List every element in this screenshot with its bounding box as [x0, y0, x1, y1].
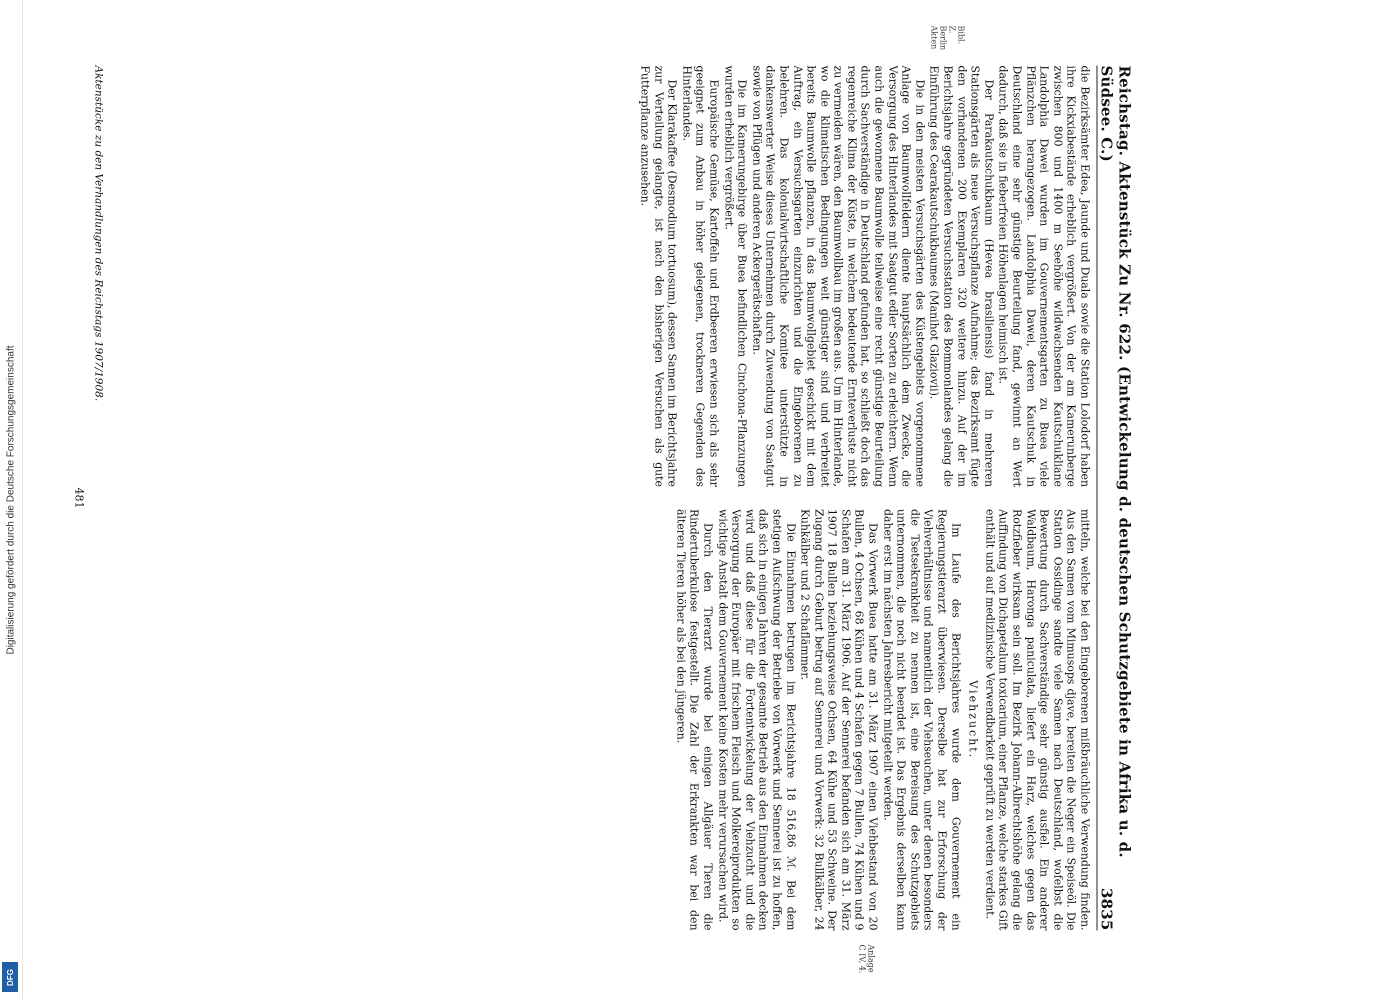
- paragraph: Die Einnahmen betrugen im Berichtsjahre 18 516,86 ℳ. Bei dem stetigen Aufschwung der Betriebe von Vorwerk und Sennerei ist zu hoffen, daß sich in einigen Jahren der gesamte Betrieb aus den Einnahmen decken wird und daß diese für die Fortentwickelung der Viehzucht und die Versorgung der Europäer mit frischem Fleisch und Molkereiprodukten so wichtige Anstalt dem Gouvernement keine Kosten mehr verursachen wird.: [715, 508, 797, 930]
- footer-source: Aktenstücke zu den Verhandlungen des Reichstags 1907/1908.: [92, 65, 104, 401]
- paragraph: die Bezirksämter Edea, Jaunde und Duala sowie die Station Lolodorf haben ihre Kickxiabestände erheblich vergrößert. Von der am Kamerunberge zwischen 800 und 1400 m Seehöhe wildwachsenden Kautschukliane Landolphia Dawei wurden im Gouvernementsgarten zu Buea viele Pflänzchen herangezogen. Landolphia Dawei, deren Kautschuk in Deutschland eine sehr günstige Beurteilung fand, gewinnt an Wert dadurch, daß sie in fieberfreien Höhenlagen heimisch ist.: [996, 65, 1091, 487]
- paragraph: Der Klarakaffee (Desmodium tortuosum), dessen Samen im Berichtsjahre zur Verteilung gelangte, ist nach den bisherigen Versuchen als gute Futterpflanze anzusehen.: [638, 65, 679, 487]
- dfg-logo-text: DFG: [5, 968, 15, 986]
- header-page-ref: 3835: [1097, 887, 1115, 930]
- header-title: Reichstag. Aktenstück Zu Nr. 622. (Entwickelung d. deutschen Schutzgebiete in Afrika u. d. Südsee. C.): [1097, 65, 1133, 858]
- paragraph: Die im Kamerungebirge über Buea befindlichen Cinchona-Pflanzungen wurden erheblich vergrößert.: [721, 65, 749, 487]
- margin-note: Anlage C IV, 4.: [857, 944, 875, 973]
- paragraph: Die in den meisten Versuchsgärten des Küstengebiets vorgenommene Anlage von Baumwollfeldern diente hauptsächlich dem Zwecke, die Versorgung des Hinterlandes mit Saatgut edler Sorten zu erleichtern. Wenn auch die gewonnene Baumwolle teilweise eine recht günstige Beurteilung durch Sachverständige in Deutschland gefunden hat, so schließt doch das regenreiche Klima der Küste, in welchem bedeutende Ernteverluste nicht zu vermeiden wären, den Baumwollbau im großen aus. Um im Hinterlande, wo die klimatischen Bedingungen weit günstiger sind und verbreitet bereits Baumwolle pflanzen, in das Baumwollgebiet geschickt mit dem Auftrag, ein Versuchsgarten einzurichten und die Eingeborenen zu belehren. Das kolonialwirtschaftliche Komitee unterstützte in dankenswerter Weise dieses Unternehmen durch Zuwendung von Saatgut sowie von Pflügen und anderen Ackergerätschaften.: [749, 65, 926, 487]
- paragraph: Durch den Tierarzt wurde bei einigen Allgäuer Tieren die Rindertuberkulose festgestellt. Die Zahl der Erkrankten war bei den älteren Tieren höher als bei den jüngeren.: [673, 508, 714, 930]
- scanned-page-area: [70, 25, 1133, 973]
- dfg-logo-icon[interactable]: [2, 962, 18, 992]
- paragraph: Das Vorwerk Buea hatte am 31. März 1907 einen Viehbestand von 20 Bullen, 4 Ochsen, 68 Kühen und 4 Schafen gegen 7 Bullen, 74 Kühen und 9 Schafen am 31. März 1906. Auf der Sennerei befanden sich am 31. März 1907 18 Bullen beziehungsweise Ochsen, 64 Kühe und 53 Schweine. Der Zugang durch Geburt betrug auf Sennerei und Vorwerk: 32 Bullkälber, 24 Kuhkälber und 2 Schaflämmer.: [798, 508, 880, 930]
- left-column: [110, 65, 1091, 487]
- page-number: 481: [72, 487, 85, 508]
- text-columns: [110, 65, 1091, 930]
- viewer-sidebar: [0, 0, 23, 1000]
- library-stamp: Bibl. Z. Berlin Akten: [929, 25, 965, 50]
- section-heading: Viehzucht.: [966, 679, 980, 759]
- paragraph: Der Parakautschukbaum (Hevea brasiliensis) fand in mehreren Stationsgärten als neue Versuchspflanze Aufnahme; das Bezirksamt fügte den vorhandenen 200 Exemplaren 320 weitere hinzu. Auf der im Berichtsjahre gegründeten Versuchsstation des Bommonlandes gelang die Einführung des Cearakautschukbaumes (Manihot Glaziovii).: [927, 65, 995, 487]
- paragraph: Im Laufe des Berichtsjahres wurde dem Gouvernement ein Regierungstierarzt überwiesen. Derselbe hat zur Erforschung der Viehverhältnisse und namentlich der Viehseuchen, unter denen besonders die Tsetsekrankheit zu nennen ist, eine Bereisung des Schutzgebiets unternommen, die noch nicht beendet ist. Das Ergebnis derselben kann daher erst im nächsten Jahresbericht mitgeteilt werden.: [880, 508, 962, 930]
- paragraph: mitteln, welche bei den Eingeborenen mißbräuchliche Verwendung finden. Aus den Samen vom Mimusops djave, bereiten die Neger ein Speiseöl. Die Station Ossidinge sandte viele Samen nach Deutschland, wofelbst die Bewertung durch Sachverständige sehr günstig ausfiel. Ein anderer Waldbaum, Haronga paniculata, liefert ein Harz, welches gegen das Rotzfieber wirksam sein soll. Im Bezirk Johann-Albrechtshöhe gelang die Auffindung von Dichapetalum toxicarium, einer Pflanze, welche starkes Gift enthält und auf medizinische Verwendbarkeit geprüft zu werden verdient.: [982, 508, 1091, 930]
- funding-credit: Digitalisierung gefördert durch die Deutsche Forschungsgemeinschaft: [5, 345, 17, 655]
- page-header: [1096, 65, 1133, 930]
- document-page: [70, 25, 1133, 973]
- right-column: [110, 509, 1091, 931]
- paragraph: Europäische Gemüse, Kartoffeln und Erdbeeren erwiesen sich als sehr geeignet zum Anbau in höher gelegenen, trockneren Gegenden des Hinterlandes.: [679, 65, 720, 487]
- page-footer: [92, 65, 104, 930]
